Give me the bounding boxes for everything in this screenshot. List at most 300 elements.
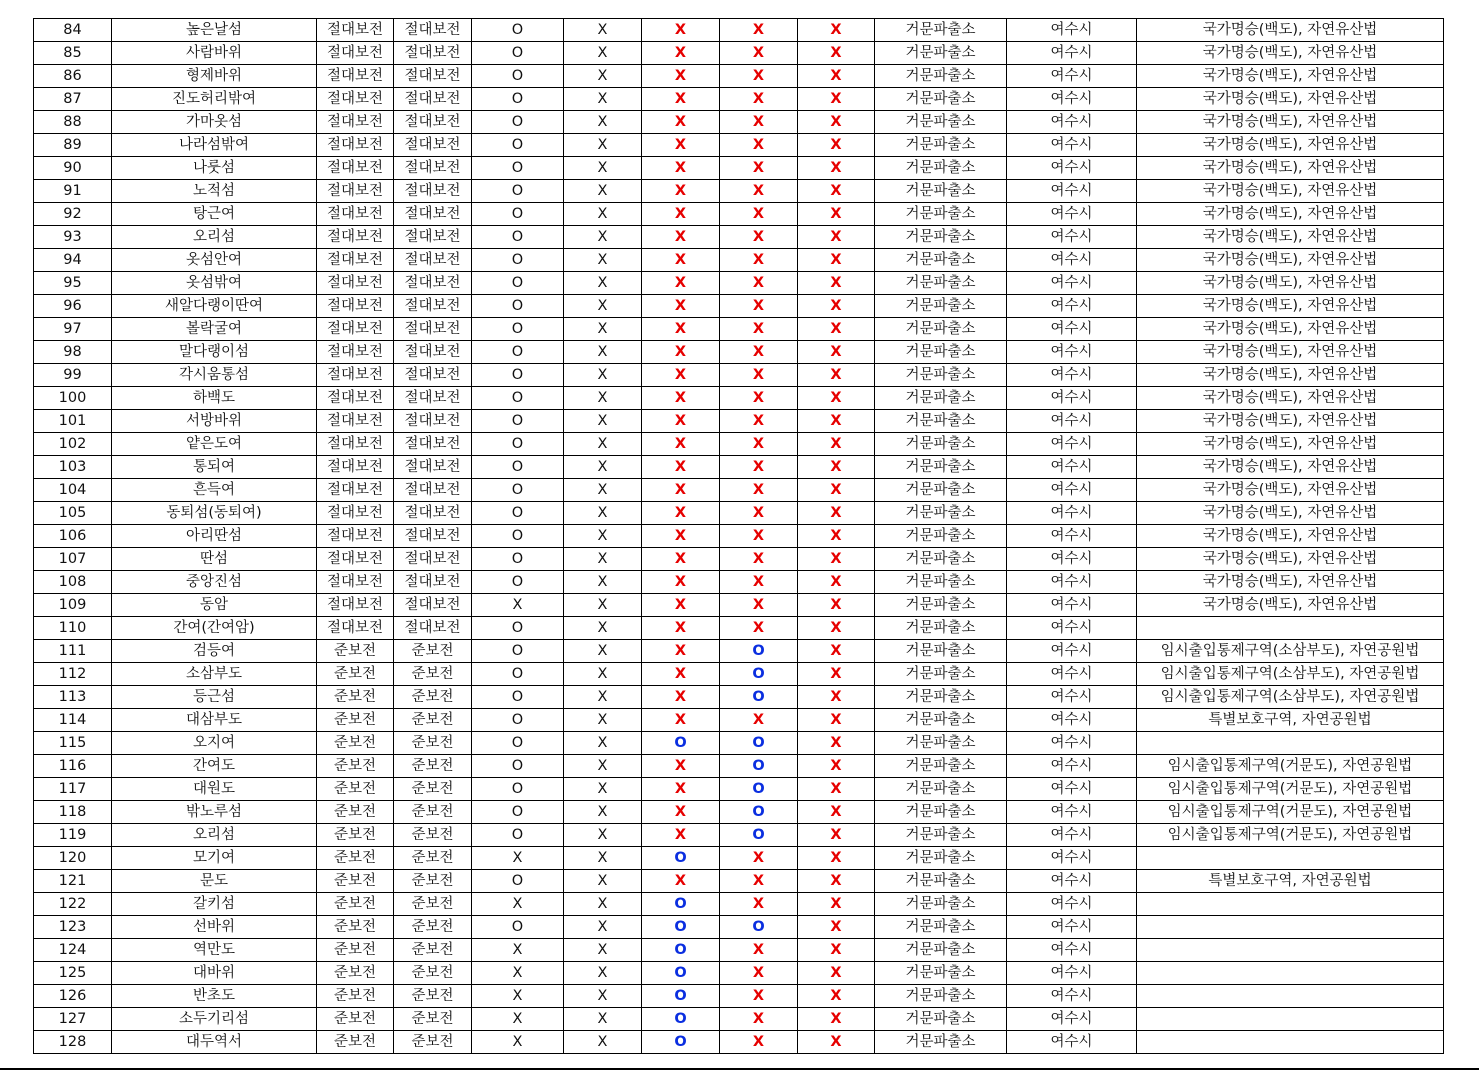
- zone-class-a: 준보전: [317, 847, 394, 870]
- mark-4: X: [720, 847, 798, 870]
- mark-4: X: [720, 433, 798, 456]
- mark-3: O: [642, 893, 720, 916]
- mark-5: X: [798, 571, 875, 594]
- mark-2: X: [564, 19, 642, 42]
- row-number: 127: [34, 1008, 112, 1031]
- mark-5: X: [798, 709, 875, 732]
- city: 여수시: [1007, 203, 1137, 226]
- mark-5: X: [798, 364, 875, 387]
- mark-2: X: [564, 525, 642, 548]
- table-row: [34, 801, 1444, 824]
- mark-3: X: [642, 272, 720, 295]
- island-name: 간여도: [112, 755, 317, 778]
- mark-2: X: [564, 157, 642, 180]
- mark-4: X: [720, 525, 798, 548]
- city: 여수시: [1007, 617, 1137, 640]
- zone-class-b: 준보전: [394, 801, 472, 824]
- mark-1: O: [472, 180, 564, 203]
- zone-class-a: 절대보전: [317, 502, 394, 525]
- police-office: 거문파출소: [875, 19, 1007, 42]
- mark-5: X: [798, 893, 875, 916]
- zone-class-a: 절대보전: [317, 88, 394, 111]
- mark-2: X: [564, 755, 642, 778]
- mark-2: X: [564, 1008, 642, 1031]
- mark-1: O: [472, 249, 564, 272]
- mark-3: X: [642, 870, 720, 893]
- mark-2: X: [564, 249, 642, 272]
- city: 여수시: [1007, 341, 1137, 364]
- table-row: [34, 755, 1444, 778]
- row-number: 100: [34, 387, 112, 410]
- table-row: [34, 916, 1444, 939]
- mark-5: X: [798, 824, 875, 847]
- law-designation: [1137, 916, 1444, 939]
- row-number: 93: [34, 226, 112, 249]
- mark-2: X: [564, 318, 642, 341]
- city: 여수시: [1007, 295, 1137, 318]
- city: 여수시: [1007, 755, 1137, 778]
- law-designation: 임시출입통제구역(거문도), 자연공원법: [1137, 824, 1444, 847]
- island-name: 오리섬: [112, 226, 317, 249]
- table-row: [34, 686, 1444, 709]
- mark-1: O: [472, 548, 564, 571]
- row-number: 117: [34, 778, 112, 801]
- row-number: 113: [34, 686, 112, 709]
- zone-class-a: 준보전: [317, 663, 394, 686]
- island-name: 갈키섬: [112, 893, 317, 916]
- mark-2: X: [564, 1031, 642, 1054]
- city: 여수시: [1007, 19, 1137, 42]
- city: 여수시: [1007, 571, 1137, 594]
- city: 여수시: [1007, 847, 1137, 870]
- mark-5: X: [798, 456, 875, 479]
- mark-2: X: [564, 479, 642, 502]
- city: 여수시: [1007, 778, 1137, 801]
- zone-class-a: 준보전: [317, 962, 394, 985]
- mark-5: X: [798, 778, 875, 801]
- mark-5: X: [798, 548, 875, 571]
- mark-3: X: [642, 387, 720, 410]
- mark-1: O: [472, 387, 564, 410]
- mark-3: X: [642, 364, 720, 387]
- mark-3: X: [642, 134, 720, 157]
- city: 여수시: [1007, 686, 1137, 709]
- mark-4: X: [720, 1031, 798, 1054]
- mark-4: X: [720, 893, 798, 916]
- table-row: [34, 341, 1444, 364]
- mark-4: O: [720, 640, 798, 663]
- mark-1: O: [472, 410, 564, 433]
- mark-1: O: [472, 525, 564, 548]
- zone-class-a: 절대보전: [317, 134, 394, 157]
- mark-1: O: [472, 341, 564, 364]
- police-office: 거문파출소: [875, 847, 1007, 870]
- mark-2: X: [564, 88, 642, 111]
- mark-3: X: [642, 594, 720, 617]
- mark-4: X: [720, 88, 798, 111]
- table-row: [34, 824, 1444, 847]
- police-office: 거문파출소: [875, 180, 1007, 203]
- mark-3: X: [642, 824, 720, 847]
- mark-2: X: [564, 42, 642, 65]
- law-designation: [1137, 985, 1444, 1008]
- table-row: [34, 479, 1444, 502]
- mark-2: X: [564, 617, 642, 640]
- city: 여수시: [1007, 525, 1137, 548]
- police-office: 거문파출소: [875, 1008, 1007, 1031]
- row-number: 120: [34, 847, 112, 870]
- police-office: 거문파출소: [875, 364, 1007, 387]
- mark-2: X: [564, 433, 642, 456]
- police-office: 거문파출소: [875, 571, 1007, 594]
- zone-class-a: 준보전: [317, 1031, 394, 1054]
- city: 여수시: [1007, 134, 1137, 157]
- zone-class-b: 준보전: [394, 847, 472, 870]
- city: 여수시: [1007, 111, 1137, 134]
- mark-1: O: [472, 778, 564, 801]
- mark-4: X: [720, 203, 798, 226]
- mark-4: X: [720, 157, 798, 180]
- law-designation: 국가명승(백도), 자연유산법: [1137, 88, 1444, 111]
- island-name: 동암: [112, 594, 317, 617]
- law-designation: 국가명승(백도), 자연유산법: [1137, 387, 1444, 410]
- mark-4: O: [720, 755, 798, 778]
- police-office: 거문파출소: [875, 134, 1007, 157]
- zone-class-a: 절대보전: [317, 272, 394, 295]
- mark-3: X: [642, 203, 720, 226]
- mark-1: O: [472, 157, 564, 180]
- zone-class-b: 절대보전: [394, 134, 472, 157]
- mark-2: X: [564, 502, 642, 525]
- mark-4: X: [720, 134, 798, 157]
- mark-1: O: [472, 295, 564, 318]
- table-row: [34, 387, 1444, 410]
- mark-1: O: [472, 111, 564, 134]
- law-designation: 임시출입통제구역(소삼부도), 자연공원법: [1137, 640, 1444, 663]
- zone-class-a: 준보전: [317, 870, 394, 893]
- mark-4: X: [720, 571, 798, 594]
- mark-1: O: [472, 824, 564, 847]
- table-row: [34, 502, 1444, 525]
- mark-3: X: [642, 755, 720, 778]
- mark-4: X: [720, 19, 798, 42]
- island-name: 오지여: [112, 732, 317, 755]
- mark-3: X: [642, 548, 720, 571]
- table-row: [34, 88, 1444, 111]
- zone-class-b: 준보전: [394, 709, 472, 732]
- row-number: 126: [34, 985, 112, 1008]
- mark-3: X: [642, 801, 720, 824]
- city: 여수시: [1007, 88, 1137, 111]
- mark-5: X: [798, 686, 875, 709]
- city: 여수시: [1007, 985, 1137, 1008]
- city: 여수시: [1007, 640, 1137, 663]
- police-office: 거문파출소: [875, 962, 1007, 985]
- island-name: 아리딴섬: [112, 525, 317, 548]
- mark-2: X: [564, 847, 642, 870]
- law-designation: 특별보호구역, 자연공원법: [1137, 709, 1444, 732]
- mark-5: X: [798, 88, 875, 111]
- island-name: 각시움통섬: [112, 364, 317, 387]
- law-designation: [1137, 617, 1444, 640]
- police-office: 거문파출소: [875, 801, 1007, 824]
- mark-2: X: [564, 663, 642, 686]
- table-row: [34, 456, 1444, 479]
- mark-3: X: [642, 433, 720, 456]
- mark-4: X: [720, 962, 798, 985]
- table-row: [34, 663, 1444, 686]
- mark-1: O: [472, 709, 564, 732]
- island-name: 진도허리밖여: [112, 88, 317, 111]
- table-row: [34, 134, 1444, 157]
- table-row: [34, 295, 1444, 318]
- police-office: 거문파출소: [875, 387, 1007, 410]
- law-designation: 국가명승(백도), 자연유산법: [1137, 272, 1444, 295]
- zone-class-a: 준보전: [317, 640, 394, 663]
- police-office: 거문파출소: [875, 1031, 1007, 1054]
- mark-4: O: [720, 916, 798, 939]
- police-office: 거문파출소: [875, 111, 1007, 134]
- row-number: 119: [34, 824, 112, 847]
- city: 여수시: [1007, 387, 1137, 410]
- mark-4: X: [720, 42, 798, 65]
- law-designation: 국가명승(백도), 자연유산법: [1137, 456, 1444, 479]
- table-row: [34, 65, 1444, 88]
- law-designation: 임시출입통제구역(소삼부도), 자연공원법: [1137, 686, 1444, 709]
- row-number: 96: [34, 295, 112, 318]
- mark-5: X: [798, 594, 875, 617]
- island-name: 말다랭이섬: [112, 341, 317, 364]
- island-name: 높은날섬: [112, 19, 317, 42]
- police-office: 거문파출소: [875, 617, 1007, 640]
- zone-class-a: 절대보전: [317, 341, 394, 364]
- row-number: 87: [34, 88, 112, 111]
- law-designation: [1137, 893, 1444, 916]
- law-designation: 국가명승(백도), 자연유산법: [1137, 525, 1444, 548]
- police-office: 거문파출소: [875, 272, 1007, 295]
- table-row: [34, 272, 1444, 295]
- city: 여수시: [1007, 272, 1137, 295]
- mark-5: X: [798, 65, 875, 88]
- zone-class-b: 준보전: [394, 893, 472, 916]
- mark-2: X: [564, 226, 642, 249]
- city: 여수시: [1007, 42, 1137, 65]
- island-name: 서방바위: [112, 410, 317, 433]
- zone-class-a: 준보전: [317, 1008, 394, 1031]
- zone-class-a: 준보전: [317, 709, 394, 732]
- island-table: [33, 18, 1444, 1054]
- zone-class-a: 절대보전: [317, 410, 394, 433]
- police-office: 거문파출소: [875, 318, 1007, 341]
- zone-class-b: 절대보전: [394, 272, 472, 295]
- zone-class-a: 절대보전: [317, 571, 394, 594]
- row-number: 98: [34, 341, 112, 364]
- row-number: 121: [34, 870, 112, 893]
- zone-class-b: 절대보전: [394, 42, 472, 65]
- city: 여수시: [1007, 433, 1137, 456]
- island-name: 소두기리섬: [112, 1008, 317, 1031]
- island-name: 딴섬: [112, 548, 317, 571]
- island-name: 문도: [112, 870, 317, 893]
- law-designation: 국가명승(백도), 자연유산법: [1137, 594, 1444, 617]
- island-name: 대삼부도: [112, 709, 317, 732]
- mark-1: X: [472, 1031, 564, 1054]
- mark-3: O: [642, 939, 720, 962]
- zone-class-b: 준보전: [394, 916, 472, 939]
- row-number: 88: [34, 111, 112, 134]
- zone-class-a: 절대보전: [317, 364, 394, 387]
- police-office: 거문파출소: [875, 893, 1007, 916]
- table-row: [34, 985, 1444, 1008]
- city: 여수시: [1007, 479, 1137, 502]
- police-office: 거문파출소: [875, 939, 1007, 962]
- police-office: 거문파출소: [875, 203, 1007, 226]
- mark-4: X: [720, 387, 798, 410]
- zone-class-a: 절대보전: [317, 203, 394, 226]
- mark-2: X: [564, 364, 642, 387]
- law-designation: 국가명승(백도), 자연유산법: [1137, 134, 1444, 157]
- mark-2: X: [564, 134, 642, 157]
- mark-3: X: [642, 410, 720, 433]
- mark-4: X: [720, 456, 798, 479]
- zone-class-b: 절대보전: [394, 249, 472, 272]
- mark-5: X: [798, 525, 875, 548]
- mark-3: X: [642, 502, 720, 525]
- island-name: 얕은도여: [112, 433, 317, 456]
- zone-class-b: 절대보전: [394, 571, 472, 594]
- law-designation: 국가명승(백도), 자연유산법: [1137, 410, 1444, 433]
- island-name: 대두역서: [112, 1031, 317, 1054]
- island-name: 형제바위: [112, 65, 317, 88]
- table-row: [34, 180, 1444, 203]
- row-number: 114: [34, 709, 112, 732]
- police-office: 거문파출소: [875, 640, 1007, 663]
- mark-5: X: [798, 640, 875, 663]
- law-designation: 국가명승(백도), 자연유산법: [1137, 226, 1444, 249]
- island-name: 반초도: [112, 985, 317, 1008]
- mark-1: O: [472, 732, 564, 755]
- island-name: 동퇴섬(동퇴여): [112, 502, 317, 525]
- island-name: 선바위: [112, 916, 317, 939]
- law-designation: [1137, 1031, 1444, 1054]
- zone-class-b: 절대보전: [394, 479, 472, 502]
- mark-5: X: [798, 341, 875, 364]
- mark-4: X: [720, 226, 798, 249]
- zone-class-b: 절대보전: [394, 318, 472, 341]
- mark-5: X: [798, 410, 875, 433]
- mark-4: X: [720, 249, 798, 272]
- mark-5: X: [798, 617, 875, 640]
- island-name: 나룻섬: [112, 157, 317, 180]
- zone-class-a: 절대보전: [317, 42, 394, 65]
- mark-5: X: [798, 916, 875, 939]
- table-row: [34, 410, 1444, 433]
- law-designation: 국가명승(백도), 자연유산법: [1137, 502, 1444, 525]
- row-number: 101: [34, 410, 112, 433]
- table-wrapper: [33, 18, 1444, 1054]
- row-number: 118: [34, 801, 112, 824]
- table-row: [34, 732, 1444, 755]
- row-number: 106: [34, 525, 112, 548]
- mark-3: X: [642, 42, 720, 65]
- mark-2: X: [564, 571, 642, 594]
- mark-2: X: [564, 456, 642, 479]
- mark-2: X: [564, 410, 642, 433]
- mark-3: O: [642, 1031, 720, 1054]
- mark-5: X: [798, 502, 875, 525]
- island-name: 가마옷섬: [112, 111, 317, 134]
- zone-class-b: 절대보전: [394, 65, 472, 88]
- mark-4: X: [720, 111, 798, 134]
- table-row: [34, 203, 1444, 226]
- law-designation: 국가명승(백도), 자연유산법: [1137, 341, 1444, 364]
- city: 여수시: [1007, 65, 1137, 88]
- table-row: [34, 893, 1444, 916]
- police-office: 거문파출소: [875, 755, 1007, 778]
- zone-class-a: 절대보전: [317, 479, 394, 502]
- island-name: 검등여: [112, 640, 317, 663]
- mark-5: X: [798, 318, 875, 341]
- row-number: 102: [34, 433, 112, 456]
- police-office: 거문파출소: [875, 594, 1007, 617]
- zone-class-b: 절대보전: [394, 387, 472, 410]
- mark-5: X: [798, 433, 875, 456]
- row-number: 112: [34, 663, 112, 686]
- mark-2: X: [564, 778, 642, 801]
- row-number: 116: [34, 755, 112, 778]
- mark-5: X: [798, 962, 875, 985]
- mark-3: X: [642, 65, 720, 88]
- law-designation: 임시출입통제구역(거문도), 자연공원법: [1137, 755, 1444, 778]
- zone-class-a: 절대보전: [317, 295, 394, 318]
- mark-2: X: [564, 548, 642, 571]
- zone-class-a: 준보전: [317, 893, 394, 916]
- zone-class-b: 준보전: [394, 755, 472, 778]
- law-designation: [1137, 1008, 1444, 1031]
- island-name: 나라섬밖여: [112, 134, 317, 157]
- row-number: 91: [34, 180, 112, 203]
- mark-3: X: [642, 663, 720, 686]
- mark-5: X: [798, 479, 875, 502]
- row-number: 89: [34, 134, 112, 157]
- page-bottom-rule: [0, 1068, 1479, 1070]
- mark-5: X: [798, 134, 875, 157]
- table-row: [34, 364, 1444, 387]
- city: 여수시: [1007, 157, 1137, 180]
- zone-class-a: 준보전: [317, 755, 394, 778]
- island-name: 밖노루섬: [112, 801, 317, 824]
- zone-class-b: 절대보전: [394, 548, 472, 571]
- mark-5: X: [798, 249, 875, 272]
- mark-5: X: [798, 272, 875, 295]
- police-office: 거문파출소: [875, 42, 1007, 65]
- mark-5: X: [798, 1031, 875, 1054]
- city: 여수시: [1007, 548, 1137, 571]
- mark-1: X: [472, 962, 564, 985]
- mark-1: O: [472, 640, 564, 663]
- zone-class-a: 절대보전: [317, 456, 394, 479]
- table-row: [34, 525, 1444, 548]
- row-number: 125: [34, 962, 112, 985]
- mark-3: X: [642, 157, 720, 180]
- mark-2: X: [564, 203, 642, 226]
- zone-class-a: 절대보전: [317, 433, 394, 456]
- police-office: 거문파출소: [875, 226, 1007, 249]
- police-office: 거문파출소: [875, 686, 1007, 709]
- mark-4: X: [720, 709, 798, 732]
- law-designation: 국가명승(백도), 자연유산법: [1137, 111, 1444, 134]
- city: 여수시: [1007, 180, 1137, 203]
